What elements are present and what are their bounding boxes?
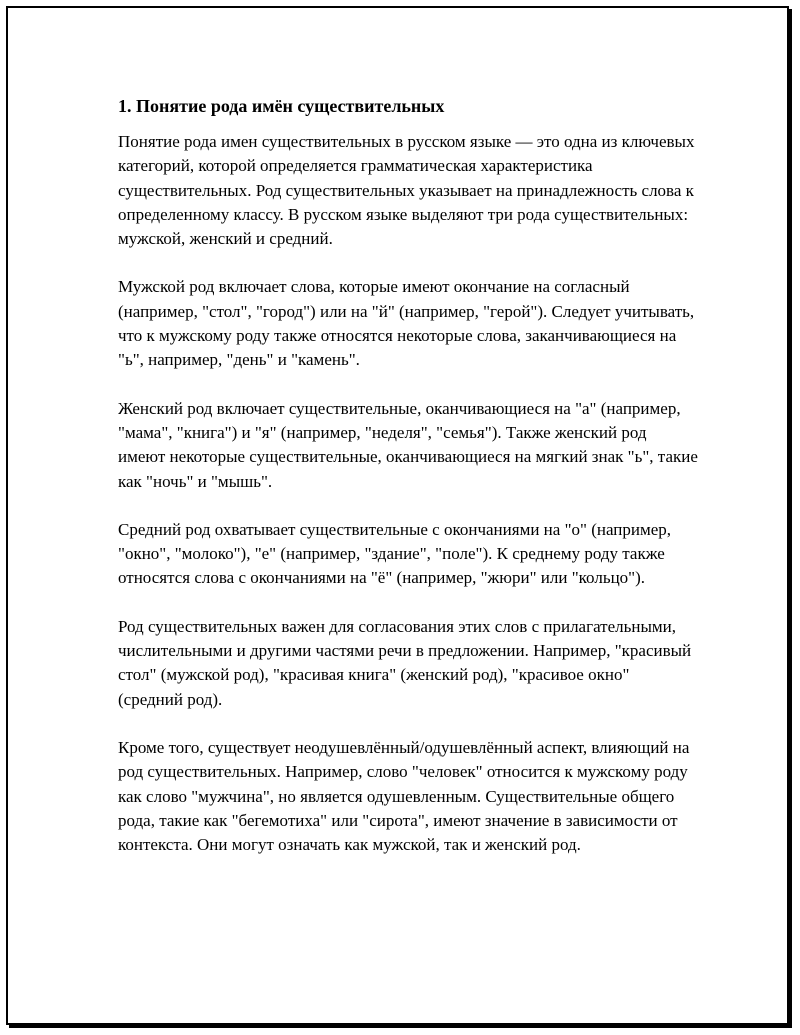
paragraph-neuter: Средний род охватывает существительные с окончаниями на "о" (например, "окно", "молоко"), "е" (например, "здание", "поле"). К среднему роду также относятся слова с окончаниями на "ё" (например, "жюри" или "кольцо"). xyxy=(118,519,672,588)
paragraph-masculine: Мужской род включает слова, которые имеют окончание на согласный (например, "стол", "город") или на "й" (например, "герой"). Следует учитывать, что к мужскому роду также относятся некоторые слова, заканчивающиеся на "ь", например, "день" и "камень". xyxy=(118,277,695,370)
paragraph-agreement: Род существительных важен для согласования этих слов с прилагательными, числительными и другими частями речи в предложении. Например, "красивый стол" (мужской род), "красивая книга" (женский род), "красивое окно" (средний род). xyxy=(118,616,692,709)
paragraph-intro: Понятие рода имен существительных в русском языке — это одна из ключевых категорий, которой определяется грамматическая характеристика существительных. Род существительных указывает на принадлежность слова к определенному классу. В русском языке выделяют три рода существительных: мужской, женский и средний. xyxy=(118,132,695,249)
paragraph-feminine: Женский род включает существительные, оканчивающиеся на "а" (например, "мама", "книга") и "я" (например, "неделя", "семья"). Также женский род имеют некоторые существительные, оканчивающиеся на мягкий знак "ь", такие как "ночь" и "мышь". xyxy=(118,398,698,491)
section-heading: 1. Понятие рода имён существительных xyxy=(118,96,445,116)
document-body xyxy=(118,94,698,881)
paragraph-animacy: Кроме того, существует неодушевлённый/одушевлённый аспект, влияющий на род существительных. Например, слово "человек" относится к мужскому роду как слово "мужчина", но является одушевленным. Существительные общего рода, такие как "бегемотиха" или "сирота", имеют значение в зависимости от контекста. Они могут означать как мужской, так и женский род. xyxy=(118,737,690,855)
